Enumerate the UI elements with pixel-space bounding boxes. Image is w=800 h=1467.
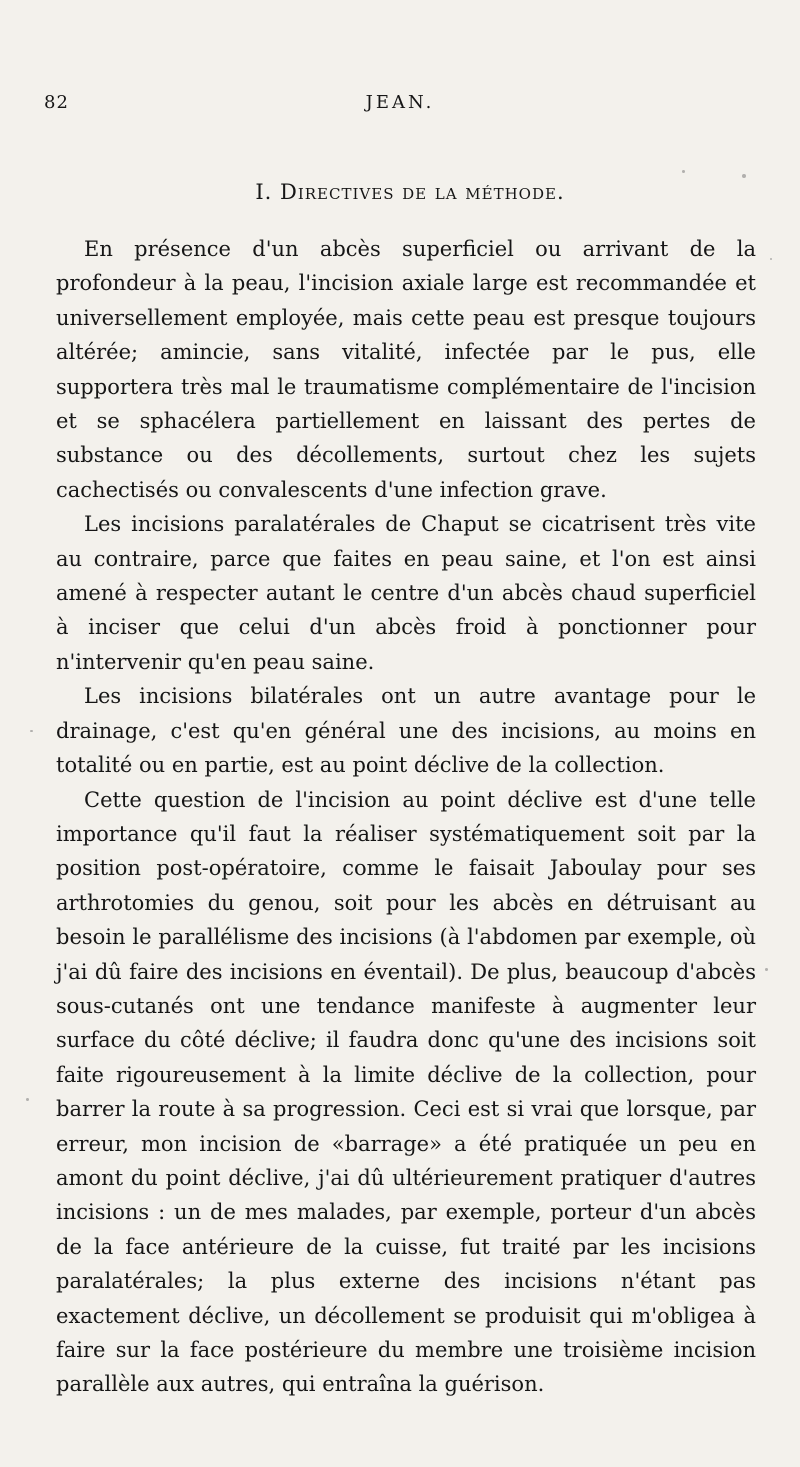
- body-text: [56, 232, 756, 1402]
- scan-speck: [765, 968, 768, 971]
- scan-speck: [770, 258, 772, 260]
- scan-speck: [682, 170, 685, 173]
- section-title: I. Directives de la méthode.: [255, 180, 565, 204]
- scan-speck: [742, 174, 746, 178]
- running-head: JEAN.: [365, 92, 435, 113]
- page-number: 82: [44, 92, 69, 113]
- scan-speck: [26, 1098, 29, 1101]
- page-header: [44, 92, 756, 122]
- paragraph: En présence d'un abcès superficiel ou arrivant de la profondeur à la peau, l'incision axiale large est recommandée et universellement employée, mais cette peau est presque toujours altérée; amincie, sans vitalité, infectée par le pus, elle supportera très mal le traumatisme complémentaire de l'incision et se sphacélera partiellement en laissant des pertes de substance ou des décollements, surtout chez les sujets cachectisés ou convalescents d'une infection grave.: [56, 237, 756, 502]
- paragraph: Cette question de l'incision au point déclive est d'une telle importance qu'il faut la réaliser systématiquement soit par la position post-opératoire, comme le faisait Jaboulay pour ses arthrotomies du genou, soit pour les abcès en détruisant au besoin le parallélisme des incisions (à l'abdomen par exemple, où j'ai dû faire des incisions en éventail). De plus, beaucoup d'abcès sous-cutanés ont une tendance manifeste à augmenter leur surface du côté déclive; il faudra donc qu'une des incisions soit faite rigoureusement à la limite déclive de la collection, pour barrer la route à sa progression. Ceci est si vrai que lorsque, par erreur, mon incision de «barrage» a été pratiquée un peu en amont du point déclive, j'ai dû ultérieurement pratiquer d'autres incisions : un de mes malades, par exemple, porteur d'un abcès de la face antérieure de la cuisse, fut traité par les incisions paralatérales; la plus externe des incisions n'étant pas exactement déclive, un décollement se produisit qui m'obligea à faire sur la face postérieure du membre une troisième incision parallèle aux autres, qui entraîna la guérison.: [56, 787, 756, 1397]
- paragraph: Les incisions bilatérales ont un autre avantage pour le drainage, c'est qu'en général une des incisions, au moins en totalité ou en partie, est au point déclive de la collection.: [56, 684, 756, 778]
- paragraph: Les incisions paralatérales de Chaput se cicatrisent très vite au contraire, parce que faites en peau saine, et l'on est ainsi amené à respecter autant le centre d'un abcès chaud superficiel à inciser que celui d'un abcès froid à ponctionner pour n'intervenir qu'en peau saine.: [56, 512, 756, 674]
- scan-speck: [30, 730, 33, 732]
